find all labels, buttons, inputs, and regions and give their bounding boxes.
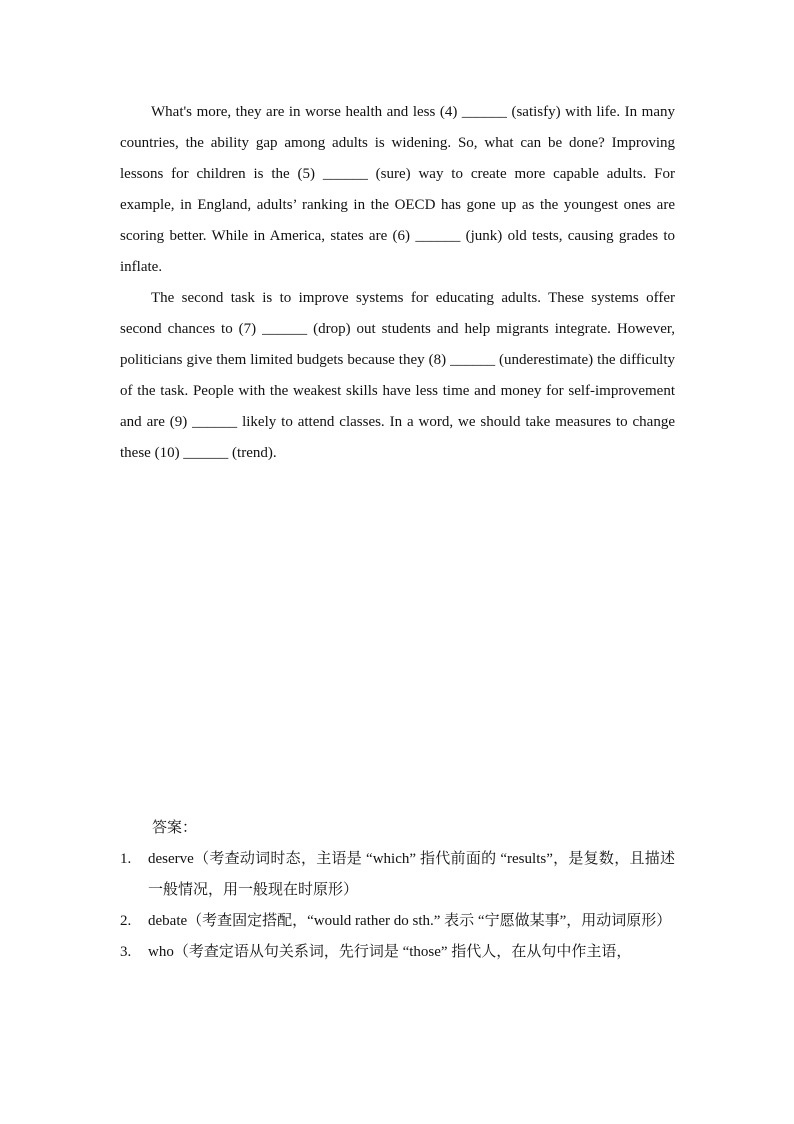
answer-item-3 xyxy=(120,937,675,968)
passage-paragraph-2: The second task is to improve systems for educating adults. These systems offer second chances to (7) ______ (drop) out students and help migrants integrate. However, politicians give them limited budgets because they (8) ______ (underestimate) the difficulty of the task. People with the weakest skills have less time and money for self-improvement and are (9) ______ likely to attend classes. In a word, we should take measures to change these (10) ______ (trend). xyxy=(120,290,675,461)
answer-text: who（考查定语从句关系词，先行词是 “those” 指代人，在从句中作主语， xyxy=(148,944,632,960)
answer-heading: 答案： xyxy=(152,820,198,836)
answer-number: 3. xyxy=(120,944,132,960)
answer-item-1 xyxy=(120,844,675,906)
reading-passage xyxy=(120,97,675,469)
answer-number: 2. xyxy=(120,913,132,929)
answer-number: 1. xyxy=(120,851,132,867)
passage-paragraph-1: What's more, they are in worse health and less (4) ______ (satisfy) with life. In many countries, the ability gap among adults is widening. So, what can be done? Improving lessons for children is the (5) ______ (sure) way to create more capable adults. For example, in England, adults’ ranking in the OECD has gone up as the youngest ones are scoring better. While in America, states are (6) ______ (junk) old tests, causing grades to inflate. xyxy=(120,104,675,275)
answer-text: debate（考查固定搭配，“would rather do sth.” 表示 “宁愿做某事”，用动词原形） xyxy=(148,913,672,929)
answer-text: deserve（考查动词时态，主语是 “which” 指代前面的 “results”，是复数，且描述一般情况，用一般现在时原形） xyxy=(148,851,675,898)
answer-section xyxy=(120,813,675,968)
answer-list xyxy=(120,844,675,968)
answer-item-2 xyxy=(120,906,675,937)
